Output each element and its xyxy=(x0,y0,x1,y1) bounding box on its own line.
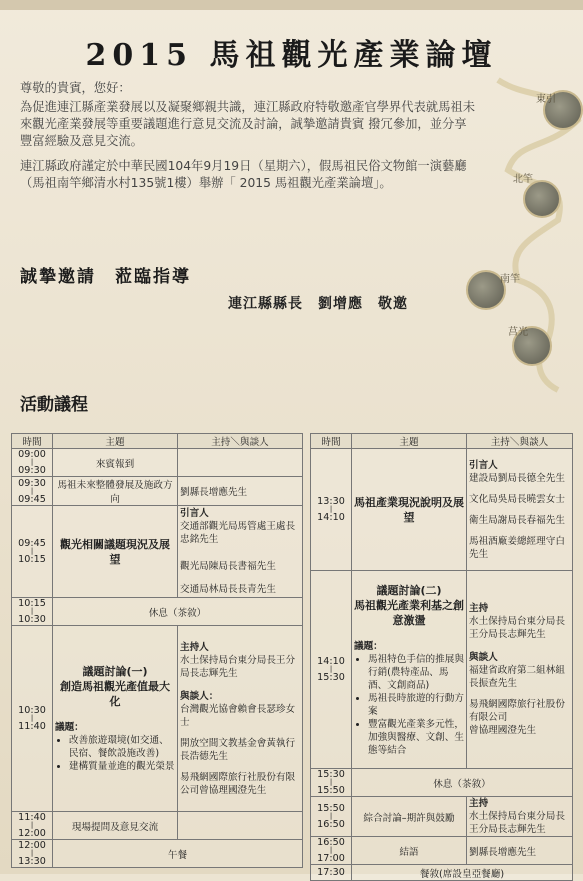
topic-cell: 休息（茶敘） xyxy=(53,598,303,626)
time-cell: 09:00 | 09:30 xyxy=(12,449,53,477)
top-border xyxy=(0,0,583,10)
time-cell: 16:50 | 17:00 xyxy=(311,837,352,865)
table-row xyxy=(12,477,303,506)
table-header-row xyxy=(12,434,303,449)
intro-paragraph-1: 為促進連江縣產業發展以及凝聚鄉親共識，連江縣政府特敬邀產官學界代表就馬祖未來觀光產業發展等重要議題進行意見交流及討論，誠摯邀請貴賓 撥冗參加，並分享豐富經驗及意見交流。 xyxy=(20,100,475,148)
table-row xyxy=(311,837,573,865)
host-cell: 主持人 水土保持局台東分局長王分局長志輝先生 與談人： 台灣觀光協會賴會長瑟珍女士 開放空間文教基金會黃執行長浩德先生 易飛網國際旅行社股份有限公司曾協理國澄先生 xyxy=(178,626,303,812)
page-title: 2015 馬祖觀光產業論壇 xyxy=(85,38,498,73)
table-row xyxy=(311,865,573,881)
topic-cell: 議題討論(一) 創造馬祖觀光產值最大化 議題： • 改善旅遊環境(如交通、民宿、餐飲設施改善) • 建構質量並進的觀光榮景 xyxy=(53,626,178,812)
topic-cell: 觀光相關議題現況及展望 xyxy=(53,506,178,598)
time-cell: 09:45 | 10:15 xyxy=(12,506,53,598)
table-row xyxy=(12,449,303,477)
host-cell xyxy=(178,812,303,840)
col-header-host: 主持＼與談人 xyxy=(467,434,573,449)
col-header-topic: 主題 xyxy=(53,434,178,449)
col-header-host: 主持＼與談人 xyxy=(178,434,303,449)
topic-cell: 午餐 xyxy=(53,840,303,868)
time-cell: 14:10 | 15:30 xyxy=(311,571,352,769)
table-row xyxy=(12,506,303,598)
time-cell: 12:00 | 13:30 xyxy=(12,840,53,868)
time-cell: 17:30 xyxy=(311,865,352,881)
agenda-title: 活動議程 xyxy=(20,395,88,415)
topic-cell: 休息（茶敘） xyxy=(352,769,573,797)
inviter-signature: 連江縣縣長 劉增應 敬邀 xyxy=(228,296,408,312)
agenda-table-left xyxy=(11,433,303,868)
map-label-beigan: 北竿 xyxy=(513,174,533,185)
table-row xyxy=(12,626,303,812)
greeting: 尊敬的貴賓，您好： xyxy=(20,81,131,95)
time-cell: 15:30 | 15:50 xyxy=(311,769,352,797)
time-cell: 10:30 | 11:40 xyxy=(12,626,53,812)
table-row xyxy=(12,812,303,840)
topic-cell: 結語 xyxy=(352,837,467,865)
table-row xyxy=(311,797,573,837)
time-cell: 10:15 | 10:30 xyxy=(12,598,53,626)
map-label-dongyin: 東引 xyxy=(536,94,556,105)
host-cell: 引言人 交通部觀光局馬管處王處長忠銘先生 觀光局陳局長書福先生 交通局林局長長青先生 xyxy=(178,506,303,598)
intro-text xyxy=(20,80,475,200)
host-cell: 引言人 建設局劉局長德全先生 文化局吳局長曉雲女士 衛生局謝局長春福先生 馬祖酒廠姜總經理守白先生 xyxy=(467,449,573,571)
time-cell: 15:50 | 16:50 xyxy=(311,797,352,837)
topic-cell: 來賓報到 xyxy=(53,449,178,477)
table-row xyxy=(311,449,573,571)
topic-cell: 現場提問及意見交流 xyxy=(53,812,178,840)
host-cell xyxy=(178,449,303,477)
time-cell: 13:30 | 14:10 xyxy=(311,449,352,571)
intro-paragraph-2: 連江縣政府謹定於中華民國104年9月19日（星期六），假馬祖民俗文物館一演藝廳（馬祖南竿鄉清水村135號1樓）舉辦「 2015 馬祖觀光產業論壇」。 xyxy=(20,159,467,190)
agenda-table-right xyxy=(310,433,573,881)
table-header-row xyxy=(311,434,573,449)
col-header-time: 時間 xyxy=(12,434,53,449)
matsu-map xyxy=(438,60,583,400)
col-header-topic: 主題 xyxy=(352,434,467,449)
table-row xyxy=(12,840,303,868)
table-row xyxy=(12,598,303,626)
beigan-island-image xyxy=(523,180,561,218)
topic-cell: 馬祖未來整體發展及施政方向 xyxy=(53,477,178,506)
topic-cell: 馬祖產業現況說明及展望 xyxy=(352,449,467,571)
time-cell: 11:40 | 12:00 xyxy=(12,812,53,840)
host-cell: 主持 水土保持局台東分局長王分局長志輝先生 xyxy=(467,797,573,837)
host-cell: 主持 水土保持局台東分局長王分局長志輝先生 與談人 福建省政府第二組林組長振查先生 易飛網國際旅行社股份有限公司 曾協理國澄先生 xyxy=(467,571,573,769)
map-label-nangan: 南竿 xyxy=(500,274,520,285)
map-label-juguang: 莒光 xyxy=(508,327,528,338)
host-cell: 劉縣長增應先生 xyxy=(178,477,303,506)
table-row xyxy=(311,769,573,797)
topic-cell: 議題討論(二) 馬祖觀光產業利基之創意激盪 議題： • 馬祖特色手信的推展與行銷(農特產品、馬酒、文創商品) • 馬祖長時旅遊的行動方案 • 豐富觀光產業多元性，加強與醫療、文創、生態等結合 xyxy=(352,571,467,769)
table-row xyxy=(311,571,573,769)
time-cell: 09:30 | 09:45 xyxy=(12,477,53,506)
host-cell: 劉縣長增應先生 xyxy=(467,837,573,865)
col-header-time: 時間 xyxy=(311,434,352,449)
topic-cell: 餐敘(席設皇亞餐廳) xyxy=(352,865,573,881)
invitation-heading: 誠摯邀請 蒞臨指導 xyxy=(20,267,191,287)
topic-cell: 綜合討論–期許與鼓勵 xyxy=(352,797,467,837)
